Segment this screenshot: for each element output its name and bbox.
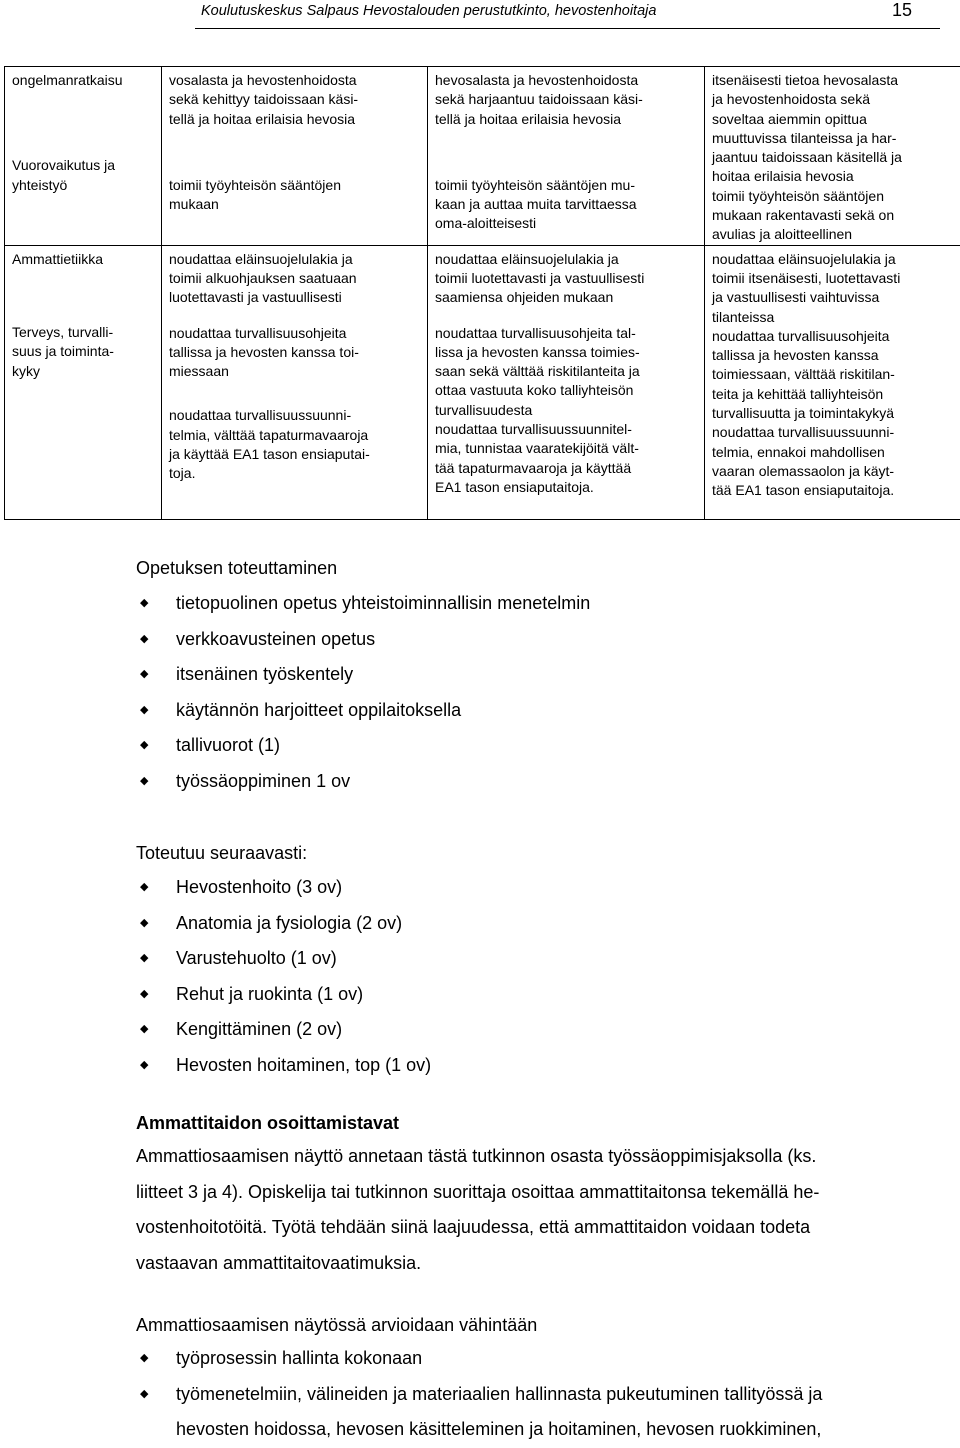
list-item: ◆ itsenäinen työskentely (136, 657, 936, 693)
table-cell (428, 67, 705, 246)
row-label: ongelmanratkaisu (12, 71, 155, 90)
bullet-icon: ◆ (140, 1341, 148, 1377)
demonstration-paragraph: Ammattiosaamisen näyttö annetaan tästä tutkinnon osasta työssäoppimisjaksolla (ks. liitteet 3 ja 4). Opiskelija tai tutkinnon suorittaja osoittaa ammattitaitonsa tekemällä he- vostenhoitotöitä. Työtä tehdään siinä laajuudessa, että ammattitaidon voidaan todeta vastaavan ammattitaitovaatimuksia. (136, 1139, 936, 1281)
bullet-icon: ◆ (140, 1048, 148, 1084)
bullet-icon: ◆ (140, 870, 148, 906)
bullet-icon: ◆ (140, 1377, 148, 1413)
criteria-text: noudattaa turvallisuusohjeita tallissa ja hevosten kanssa toi- miessaan (169, 324, 421, 382)
header-divider (195, 28, 940, 29)
list-item: ◆ tietopuolinen opetus yhteistoiminnallisin menetelmin (136, 586, 936, 622)
teaching-section (136, 553, 936, 800)
assessment-criteria-table (4, 66, 960, 520)
criteria-text: toimii työyhteisön sääntöjen mu- kaan ja auttaa muita tarvittaessa oma-aloitteisesti (435, 176, 698, 234)
table-cell (162, 67, 428, 246)
criteria-text: noudattaa turvallisuusohjeita tal- lissa ja hevosten kanssa toimies- saan sekä välttää riskitilanteita ja ottaa vastuuta koko talliyhteisön turvallisuudesta (435, 324, 698, 420)
bullet-icon: ◆ (140, 1012, 148, 1048)
list-item: ◆ työmenetelmiin, välineiden ja materiaalien hallinnasta pukeutuminen tallityössä ja (136, 1377, 936, 1413)
list-item: ◆ Anatomia ja fysiologia (2 ov) (136, 906, 936, 942)
criteria-text: noudattaa eläinsuojelulakia ja toimii alkuohjauksen saatuaan luotettavasti ja vastuullisesti (169, 250, 421, 308)
bullet-icon: ◆ (140, 764, 148, 800)
bullet-icon: ◆ (140, 693, 148, 729)
row-label: Vuorovaikutus ja yhteistyö (12, 156, 155, 195)
table-cell (5, 245, 162, 519)
assessment-heading: Ammattiosaamisen näytössä arvioidaan vähintään (136, 1309, 936, 1341)
realization-heading: Toteutuu seuraavasti: (136, 838, 936, 868)
table-row (5, 245, 960, 519)
criteria-text: noudattaa eläinsuojelulakia ja toimii luotettavasti ja vastuullisesti saamiensa ohjeiden mukaan (435, 250, 698, 308)
criteria-text: itsenäisesti tietoa hevosalasta ja hevostenhoidosta sekä soveltaa aiemmin opittua muuttuvissa tilanteissa ja har- jaantuu taidoissaan käsitellä ja hoitaa erilaisia hevosia (712, 71, 956, 187)
table-cell (428, 245, 705, 519)
teaching-heading: Opetuksen toteuttaminen (136, 553, 936, 583)
list-item: ◆ Hevosten hoitaminen, top (1 ov) (136, 1048, 936, 1084)
table-cell (5, 67, 162, 246)
criteria-text: noudattaa turvallisuussuunni- telmia, ennakoi mahdollisen vaaran olemassaolon ja käyt- tää EA1 tason ensiaputaitoja. (712, 423, 956, 500)
criteria-text: noudattaa eläinsuojelulakia ja toimii itsenäisesti, luotettavasti ja vastuullisesti vaihtuvissa tilanteissa (712, 250, 956, 327)
page-number: 15 (892, 0, 912, 21)
realization-section (136, 838, 936, 1084)
list-item: ◆ tallivuorot (1) (136, 728, 936, 764)
row-label: Terveys, turvalli- suus ja toiminta- kyky (12, 323, 155, 381)
criteria-text: noudattaa turvallisuussuunnitel- mia, tunnistaa vaaratekijöitä vält- tää tapaturmavaaroja ja käyttää EA1 tason ensiaputaitoja. (435, 420, 698, 497)
criteria-text: hevosalasta ja hevostenhoidosta sekä harjaantuu taidoissaan käsi- tellä ja hoitaa erilaisia hevosia (435, 71, 698, 129)
header-title: Koulutuskeskus Salpaus Hevostalouden perustutkinto, hevostenhoitaja (201, 3, 656, 19)
bullet-icon: ◆ (140, 977, 148, 1013)
row-label: Ammattietiikka (12, 250, 155, 269)
table-cell (705, 245, 960, 519)
list-item: ◆ Rehut ja ruokinta (1 ov) (136, 977, 936, 1013)
list-item: hevosten hoidossa, hevosen käsitteleminen ja hoitaminen, hevosen ruokkiminen, (136, 1412, 936, 1448)
list-item: ◆ verkkoavusteinen opetus (136, 622, 936, 658)
list-item: ◆ työssäoppiminen 1 ov (136, 764, 936, 800)
bullet-icon: ◆ (140, 586, 148, 622)
criteria-text: vosalasta ja hevostenhoidosta sekä kehittyy taidoissaan käsi- tellä ja hoitaa erilaisia hevosia (169, 71, 421, 129)
list-item: ◆ työprosessin hallinta kokonaan (136, 1341, 936, 1377)
bullet-icon: ◆ (140, 657, 148, 693)
list-item: ◆ Kengittäminen (2 ov) (136, 1012, 936, 1048)
list-item: ◆ käytännön harjoitteet oppilaitoksella (136, 693, 936, 729)
list-item: ◆ Hevostenhoito (3 ov) (136, 870, 936, 906)
bullet-icon: ◆ (140, 941, 148, 977)
criteria-text: noudattaa turvallisuusohjeita tallissa ja hevosten kanssa toimiessaan, välttää riskitilan- teita ja kehittää talliyhteisön turvallisuutta ja toimintakykyä (712, 327, 956, 423)
teaching-list (136, 586, 936, 800)
bullet-icon: ◆ (140, 728, 148, 764)
criteria-text: toimii työyhteisön sääntöjen mukaan rakentavasti sekä on avulias ja aloitteellinen (712, 187, 956, 245)
demonstration-heading: Ammattitaidon osoittamistavat (136, 1107, 936, 1139)
list-item: ◆ Varustehuolto (1 ov) (136, 941, 936, 977)
table-row (5, 67, 960, 246)
realization-list (136, 870, 936, 1084)
table-cell (705, 67, 960, 246)
bullet-icon: ◆ (140, 906, 148, 942)
criteria-text: noudattaa turvallisuussuunni- telmia, välttää tapaturmavaaroja ja käyttää EA1 tason ensiaputai- toja. (169, 406, 421, 483)
criteria-text: toimii työyhteisön sääntöjen mukaan (169, 176, 421, 215)
bullet-icon: ◆ (140, 622, 148, 658)
assessment-section (136, 1309, 936, 1448)
table-cell (162, 245, 428, 519)
demonstration-section (136, 1107, 936, 1281)
assessment-list (136, 1341, 936, 1448)
page-header (0, 0, 960, 40)
